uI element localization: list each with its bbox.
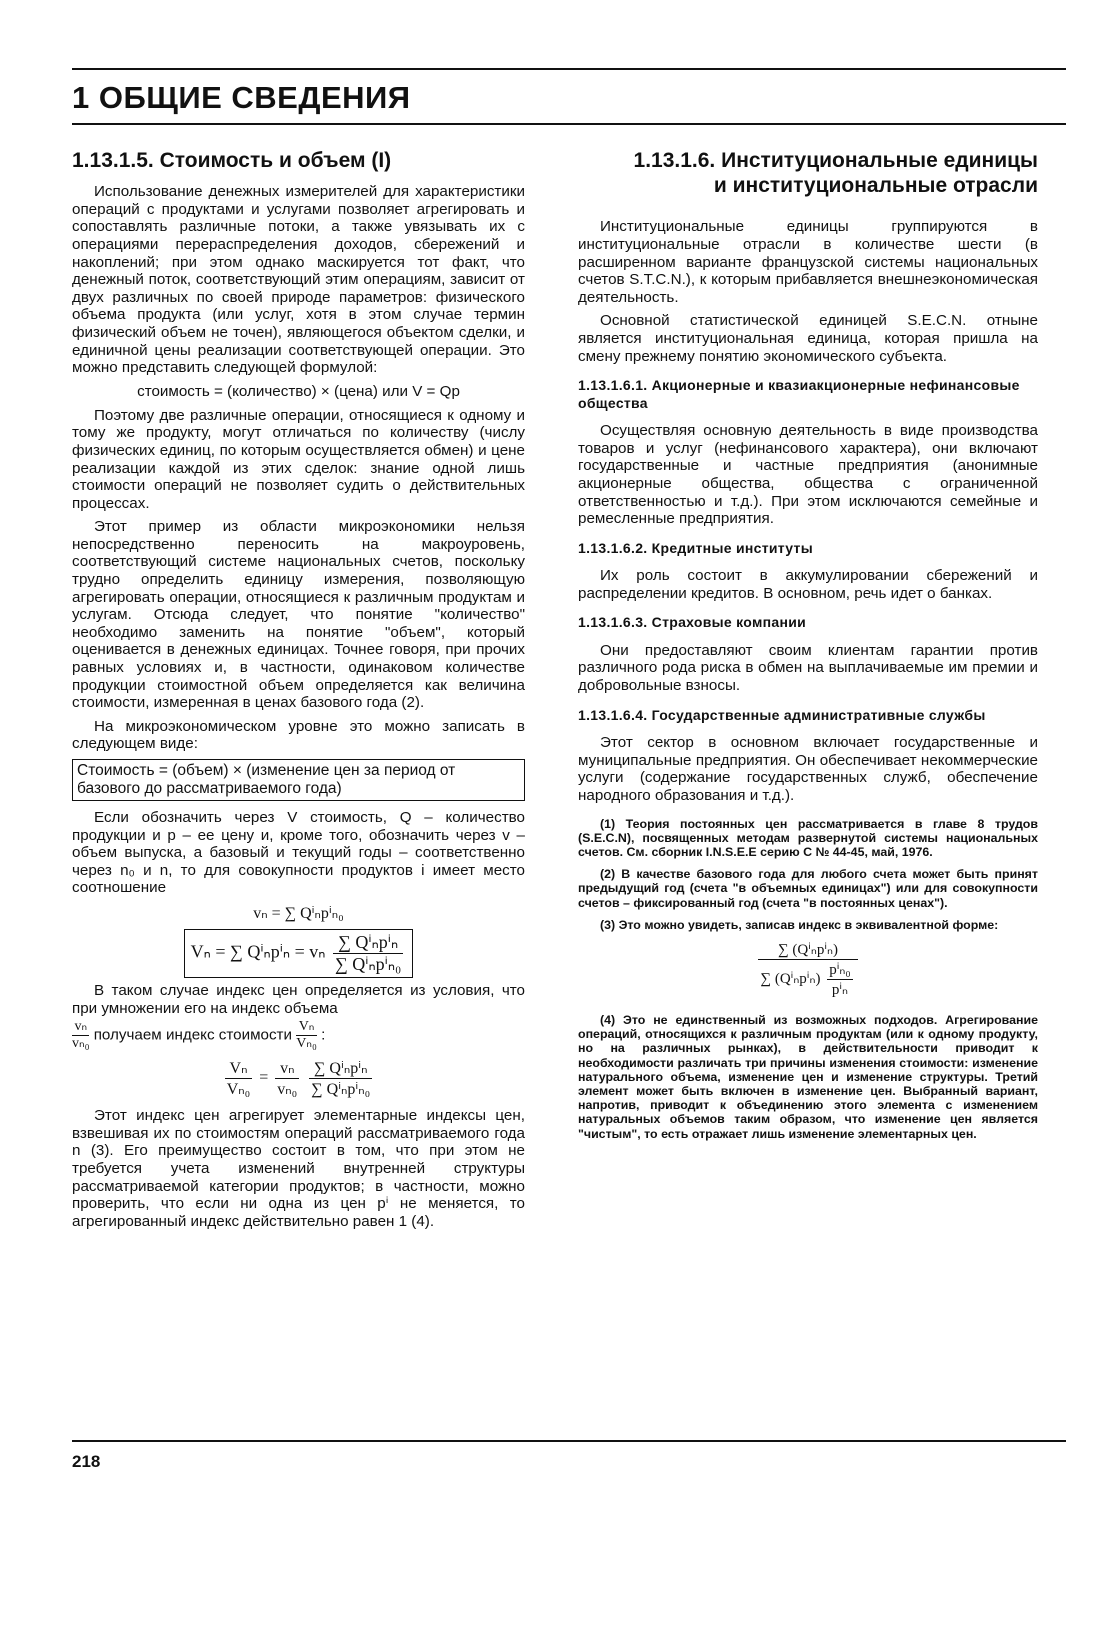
eq3-left-numerator: Vₙ <box>225 1058 253 1079</box>
right-column <box>578 148 1038 1149</box>
chapter-title: 1 ОБЩИЕ СВЕДЕНИЯ <box>72 80 411 115</box>
paragraph: На микроэкономическом уровне это можно записать в следующем виде: <box>72 717 525 753</box>
fn3-denominator-sum: ∑ (Qⁱₙpⁱₙ) <box>760 970 821 987</box>
fn3-fraction <box>758 940 857 999</box>
volume-index-numerator: vₙ <box>72 1019 89 1036</box>
eq2-left: Vₙ = ∑ Qⁱₙpⁱₙ = vₙ <box>190 941 326 962</box>
heading-line-2: и институциональные отрасли <box>713 174 1038 198</box>
eq1-rhs: ∑ Qⁱₙpⁱₙ₀ <box>284 904 344 922</box>
volume-index-denominator: vₙ₀ <box>72 1036 90 1052</box>
paragraph: Этот пример из области микроэкономики нельзя непосредственно переносить на макроуровень, соответствующий системе национальных счетов, поскольку трудно определить единицу измерения, позволяющую агрегировать операции, относящиеся к различным продуктам и услугам. Отсюда следует, что понятие "количество" необходимо заменить на понятие "объем", который оценивается в денежных единицах. Точнее говоря, при прочих равных условиях и, в частности, одинаковом количестве продукции стоимостной объем определяется как величина стоимости, измеренная в ценах базового года (2). <box>72 518 525 712</box>
subsection-heading-2: 1.13.1.6.2. Кредитные институты <box>578 539 813 556</box>
value-index-denominator: Vₙ₀ <box>296 1036 317 1052</box>
footnote-4: (4) Это не единственный из возможных подходов. Агрегирование операций, относящихся к различным продуктам (или к одному продукту, но на различных рынках), в действительности приводит к необходимости различать три причины изменения стоимости: изменение натурального объема, изменение цен и изменение структуры. Третий элемент может быть включен в изменение цен. Выбранный вариант, напротив, приводит к объединению этого элемента с изменением натуральных объемов таким образом, что изменение цен является "чистым", то есть отражает лишь изменение элементарных цен. <box>578 1012 1038 1141</box>
subsection-heading-4: 1.13.1.6.4. Государственные административные службы <box>578 706 986 723</box>
footnote-3-formula <box>578 940 1038 999</box>
top-rule <box>72 68 1066 70</box>
eq3-left-fraction <box>225 1058 253 1099</box>
paragraph: Институциональные единицы группируются в институциональные отрасли в количестве шести (в расширенном варианте французской системы национальных счетов S.T.C.N.), к которым прибавляется внешнеэкономическая деятельность. <box>578 218 1038 306</box>
footnote-1: (1) Теория постоянных цен рассматривается в главе 8 трудов (S.E.C.N), посвященных методам развернутой системы национальных счетов. См. сборник I.N.S.E.E серию C № 44-45, май, 1976. <box>578 816 1038 859</box>
fn3-numerator: ∑ (Qⁱₙpⁱₙ) <box>758 940 857 960</box>
eq3-right1-numerator: vₙ <box>275 1058 299 1079</box>
bottom-rule <box>72 1440 1066 1442</box>
eq3-right-fraction-1 <box>275 1058 299 1099</box>
eq1-lhs: vₙ = <box>253 904 281 922</box>
paragraph: Если обозначить через V стоимость, Q – количество продукции и p – ее цену и, кроме того, обозначить через v – объем выпуска, а базовый и текущий годы – соответственно через n₀ и n, то для совокупности продуктов i имеет место соотношение <box>72 809 525 897</box>
value-index-fraction <box>296 1019 317 1052</box>
paragraph: Основной статистической единицей S.E.C.N. отныне является институциональная единица, которая пришла на смену прежнему понятию экономического субъекта. <box>578 312 1038 365</box>
footnote-3: (3) Это можно увидеть, записав индекс в эквивалентной форме: <box>600 917 999 932</box>
eq2-denominator: ∑ Qⁱₙpⁱₙ₀ <box>334 953 402 974</box>
fn3-inner-denominator: pⁱₙ <box>831 981 848 998</box>
subsection-heading-3: 1.13.1.6.3. Страховые компании <box>578 614 807 631</box>
paragraph: Поэтому две различные операции, относящиеся к одному и тому же продукту, могут отличаться по количеству (числу физических единиц, по которым осуществляется обмен) и цене реализации каждой из этих сделок: знание одной лишь стоимости операций не позволяет судить о действительных процессах. <box>72 406 525 512</box>
eq2-numerator: ∑ Qⁱₙpⁱₙ <box>333 932 403 954</box>
heading-line-1: 1.13.1.6. Институциональные единицы <box>633 149 1038 172</box>
index-sentence-text: получаем индекс стоимости <box>93 1026 293 1044</box>
eq2-fraction <box>333 932 403 975</box>
eq3-right1-denominator: vₙ₀ <box>277 1081 298 1099</box>
fn3-denominator <box>758 960 857 999</box>
fn3-inner-fraction <box>827 960 852 999</box>
footnote-2: (2) В качестве базового года для любого счета может быть принят предыдущий год (счета "в объемных единицах") или для совокупности счетов – фиксированный год (счета "в постоянных ценах"). <box>578 867 1038 910</box>
boxed-formula: Стоимость = (объем) × (изменение цен за период от базового до рассматриваемого года) <box>72 759 525 801</box>
section-heading-1-13-1-5: 1.13.1.5. Стоимость и объем (I) <box>72 149 392 172</box>
equation-price-index <box>72 1058 525 1099</box>
eq3-right2-denominator: ∑ Qⁱₙpⁱₙ₀ <box>311 1081 371 1099</box>
paragraph: Этот сектор в основном включает государственные и муниципальные предприятия. Он обеспечивает некоммерческие услуги (содержание государственных служб, обеспечение народного образования и т.д.). <box>578 734 1038 804</box>
subsection-heading-1: 1.13.1.6.1. Акционерные и квазиакционерные нефинансовые общества <box>578 377 1020 411</box>
index-sentence-end: : <box>321 1026 326 1044</box>
eq3-left-denominator: Vₙ₀ <box>226 1081 251 1099</box>
paragraph: Их роль состоит в аккумулировании сбережений и распределении кредитов. В основном, речь идет о банках. <box>578 567 1038 602</box>
paragraph: Осуществляя основную деятельность в виде производства товаров и услуг (нефинансового характера), они включают государственные и частные предприятия (анонимные акционерные общества, общества с ограниченной ответственностью и т.д.). При этом исключаются семейные и ремесленные предприятия. <box>578 422 1038 528</box>
equation-volume <box>72 903 525 923</box>
page-number: 218 <box>72 1452 101 1471</box>
paragraph: Они предоставляют своим клиентам гарантии против различного рода риска в обмен на выплачиваемые им премии и добровольные взносы. <box>578 641 1038 695</box>
formula-value-quantity-price: стоимость = (количество) × (цена) или V = Qp <box>137 382 460 400</box>
eq3-equals: = <box>259 1069 269 1087</box>
eq3-right-fraction-2 <box>309 1058 372 1099</box>
left-column <box>72 148 525 1236</box>
volume-index-fraction <box>72 1019 89 1052</box>
equation-value-box <box>72 929 525 978</box>
boxed-equation <box>184 929 414 978</box>
value-index-numerator: Vₙ <box>296 1019 317 1036</box>
chapter-rule <box>72 123 1066 125</box>
section-heading-1-13-1-6 <box>578 148 1038 198</box>
fn3-inner-numerator: pⁱₙ₀ <box>829 961 851 978</box>
eq3-right2-numerator: ∑ Qⁱₙpⁱₙ <box>309 1058 372 1079</box>
index-sentence <box>72 1019 525 1052</box>
paragraph: В таком случае индекс цен определяется из условия, что при умножении его на индекс объема <box>72 981 525 1017</box>
paragraph: Этот индекс цен агрегирует элементарные индексы цен, взвешивая их по стоимостям операций рассматриваемого года n (3). Его преимущество состоит в том, что при этом не требуется учета изменений внутренней структуры рассматриваемой категории продуктов; в частности, можно проверить, что если ни одна из цен pⁱ не меняется, то агрегированный индекс действительно равен 1 (4). <box>72 1107 525 1230</box>
paragraph: Использование денежных измерителей для характеристики операций с продуктами и услугами позволяет агрегировать и сопоставлять различные потоки, а также увязывать их с операциями перераспределения доходов, сбережений и накоплений; при этом однако маскируется тот факт, что денежный поток, соответствующий этим операциям, зависит от двух различных по своей природе параметров: физического объема продукта (или услуг, хотя в этом случае термин физический объем не точен), являющегося объектом сделки, и единичной цены реализации соответствующей операции. Это можно представить следующей формулой: <box>72 183 525 377</box>
